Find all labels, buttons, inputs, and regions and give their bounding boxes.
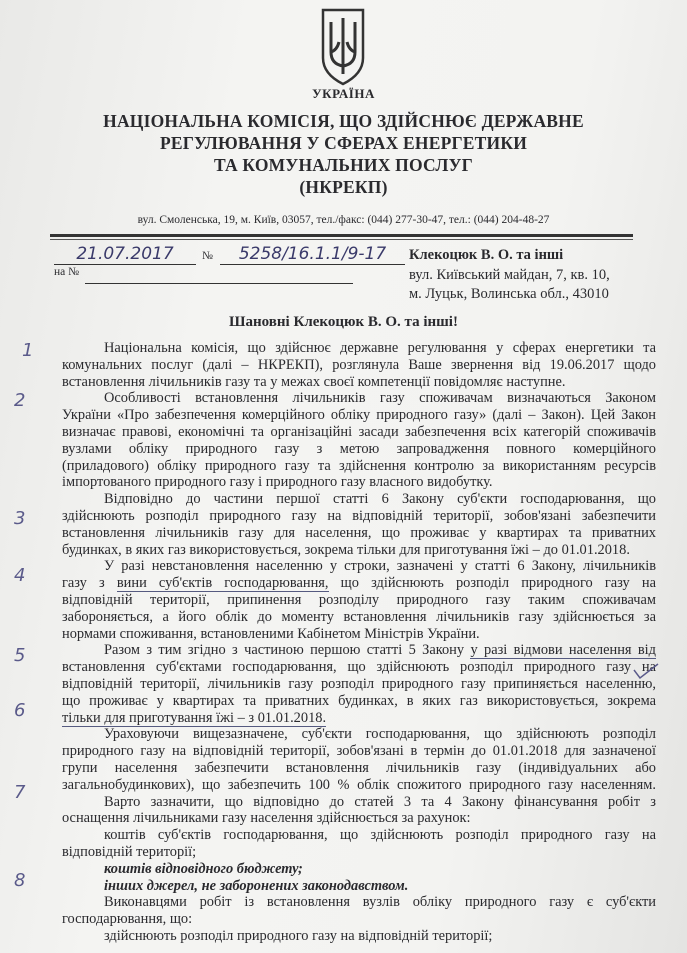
text-line <box>62 474 656 491</box>
text-line <box>62 525 656 542</box>
line-text: групи населення забезпечити встановлення лічильників газу (індивідуальних або <box>62 759 656 776</box>
line-text: Ураховуючи вищезазначене, суб'єкти господарювання, що здійснюють розподіл <box>104 726 656 743</box>
line-text: відповідній території, припинення розподілу природного газу таким споживачам <box>62 591 656 608</box>
text-line <box>62 676 656 693</box>
header-rule-thin <box>50 239 633 240</box>
text-line <box>62 827 656 844</box>
handwritten-underline-text: вини суб'єктів господарювання, <box>116 575 329 592</box>
org-line: ТА КОМУНАЛЬНИХ ПОСЛУГ <box>214 155 473 175</box>
margin-number: 1 <box>22 340 34 361</box>
line-text: відповідній території, лічильників газу розподіл природного газу припиняється населенню, <box>62 675 656 692</box>
org-line: (НКРЕКП) <box>299 177 388 197</box>
number-label: № <box>202 250 213 262</box>
text-line <box>62 760 656 777</box>
text-line <box>62 626 656 643</box>
line-text: Національна комісія, що здійснює державне регулювання у сферах енергетики та <box>104 340 656 356</box>
margin-number: 5 <box>14 645 26 666</box>
line-text: встановлення лічильників газу та у межах своєї компетенції повідомляє наступне. <box>62 373 566 390</box>
header-rule <box>50 234 633 237</box>
text-line <box>62 609 656 626</box>
line-text: інших джерел, не заборонених законодавством. <box>104 877 409 894</box>
line-text: Особливості встановлення лічильників газу споживачам визначаються Законом <box>104 390 656 407</box>
reply-to-line <box>85 282 353 284</box>
line-text: газу з <box>62 575 117 592</box>
text-line <box>62 357 656 374</box>
handwritten-underline-text: тільки для приготування їжі – з 01.01.2018. <box>62 709 327 726</box>
margin-number: 2 <box>14 390 26 411</box>
text-line <box>62 491 656 508</box>
line-text: оснащення лічильниками газу населення здійснюється за рахунок: <box>62 810 471 827</box>
line-text: здійснюють розподіл природного газу на відповідній території, зобов'язані забезпечити <box>62 507 656 524</box>
handwritten-underline-text: у разі відмови населення від <box>470 642 656 659</box>
text-line <box>62 458 656 475</box>
text-line <box>62 508 656 525</box>
letter-number: 5258/16.1.1/9-17 <box>220 244 405 265</box>
margin-number: 4 <box>14 565 26 586</box>
line-text: Разом з тим згідно з частиною першою статті 5 Закону <box>104 642 471 659</box>
line-text: що здійснюють розподіл природного газу на <box>328 575 656 592</box>
line-text: У разі невстановлення населенню у строки, зазначені у статті 6 Закону, лічильників <box>104 558 656 575</box>
line-text: що проживає у квартирах та приватних будинках, в яких газ використовується, зокрема <box>62 692 656 709</box>
line-text: (приладового) обліку природного газу та здійснення контролю за використанням ресурсів <box>62 457 656 474</box>
organization-name <box>0 110 687 198</box>
line-text: відповідній території; <box>62 843 197 860</box>
org-address: вул. Смоленська, 19, м. Київ, 03057, тел./факс: (044) 277-30-47, тел.: (044) 204-48-27 <box>137 214 550 226</box>
text-line <box>62 743 656 760</box>
text-line <box>62 928 656 945</box>
recipient-block <box>409 246 610 305</box>
greeting: Шановні Клекоцюк В. О. та інші! <box>229 314 458 330</box>
text-line <box>62 726 656 743</box>
text-line <box>62 407 656 424</box>
text-line <box>62 810 656 827</box>
text-line <box>62 374 656 391</box>
text-line <box>62 592 656 609</box>
line-text: коштів суб'єктів господарювання, що здійснюють розподіл природного газу на <box>104 827 656 844</box>
country-name: УКРАЇНА <box>312 86 375 101</box>
line-text: природного газу на відповідній території, зобов'язані в термін до 01.01.2018 для зазначеної <box>62 743 656 760</box>
letter-date: 21.07.2017 <box>54 244 196 265</box>
org-line: РЕГУЛЮВАННЯ У СФЕРАХ ЕНЕРГЕТИКИ <box>159 133 528 153</box>
reply-to-label: на № <box>54 266 80 278</box>
margin-number: 7 <box>14 782 26 803</box>
line-text: України «Про забезпечення комерційного обліку природного газу» (далі – Закон). Цей Закон <box>62 407 656 424</box>
line-text: визначає правові, економічні та організаційні засади забезпечення всіх категорій споживачів <box>62 423 656 440</box>
text-line <box>62 390 656 407</box>
text-line <box>62 911 656 928</box>
recipient-city: м. Луцьк, Волинська обл., 43010 <box>409 286 609 302</box>
checkmark-icon <box>632 662 660 680</box>
line-text: Варто зазначити, що відповідно до статей 3 та 4 Закону фінансування робіт з <box>104 793 656 810</box>
text-line <box>62 575 656 592</box>
text-line <box>62 542 656 559</box>
text-line <box>62 693 656 710</box>
org-line: НАЦІОНАЛЬНА КОМІСІЯ, ЩО ЗДІЙСНЮЄ ДЕРЖАВНЕ <box>103 111 584 131</box>
text-line <box>62 861 656 878</box>
line-text: Виконавцями робіт із встановлення вузлів обліку природного газу є суб'єкти <box>104 894 656 911</box>
line-text: імпортованого природного газу і природного газу власного видобутку. <box>62 474 493 491</box>
line-text: коштів відповідного бюджету; <box>104 860 303 877</box>
line-text: Відповідно до частини першої статті 6 Закону суб'єкти господарювання, що <box>104 491 656 508</box>
margin-number: 3 <box>14 508 26 529</box>
text-line <box>62 441 656 458</box>
coat-of-arms-trident-icon <box>319 6 367 86</box>
line-text: загальнобудинкових), що забезпечить 100 % облік спожитого природного газу населенням. <box>62 776 656 793</box>
margin-number: 8 <box>14 870 26 891</box>
margin-number: 6 <box>14 700 26 721</box>
line-text: здійснюють розподіл природного газу на відповідній території; <box>104 927 493 944</box>
text-line <box>62 844 656 861</box>
text-line <box>62 642 656 659</box>
line-text: вузлами обліку природного газу з метою запровадження повного комерційного <box>62 440 656 457</box>
text-line <box>62 424 656 441</box>
text-line <box>62 710 656 727</box>
text-line <box>62 777 656 794</box>
text-line <box>62 878 656 895</box>
text-line <box>62 340 656 357</box>
text-line <box>62 794 656 811</box>
text-line <box>62 894 656 911</box>
line-text: нормами споживання, встановленими Кабінетом Міністрів України. <box>62 625 480 642</box>
line-text: встановлення суб'єктами господарювання, що здійснюють розподіл природного газу на <box>62 659 656 676</box>
recipient-street: вул. Київський майдан, 7, кв. 10, <box>409 266 610 283</box>
line-text: будинках, в яких газ використовується, зокрема тільки для приготування їжі – до 01.01.2018. <box>62 541 630 558</box>
text-line <box>62 659 656 676</box>
line-text: встановлення лічильників газу для населення, що проживає у квартирах та приватних <box>62 524 656 541</box>
text-line <box>62 558 656 575</box>
recipient-name: Клекоцюк В. О. та інші <box>409 247 564 263</box>
line-text: господарювання, що: <box>62 911 193 928</box>
line-text: забороняється, а його облік до моменту встановлення лічильників газу здійснюється за <box>62 608 656 625</box>
line-text: комунальних послуг (далі – НКРЕКП), розглянула Ваше звернення від 19.06.2017 щодо <box>62 356 656 373</box>
letter-body <box>62 340 656 945</box>
